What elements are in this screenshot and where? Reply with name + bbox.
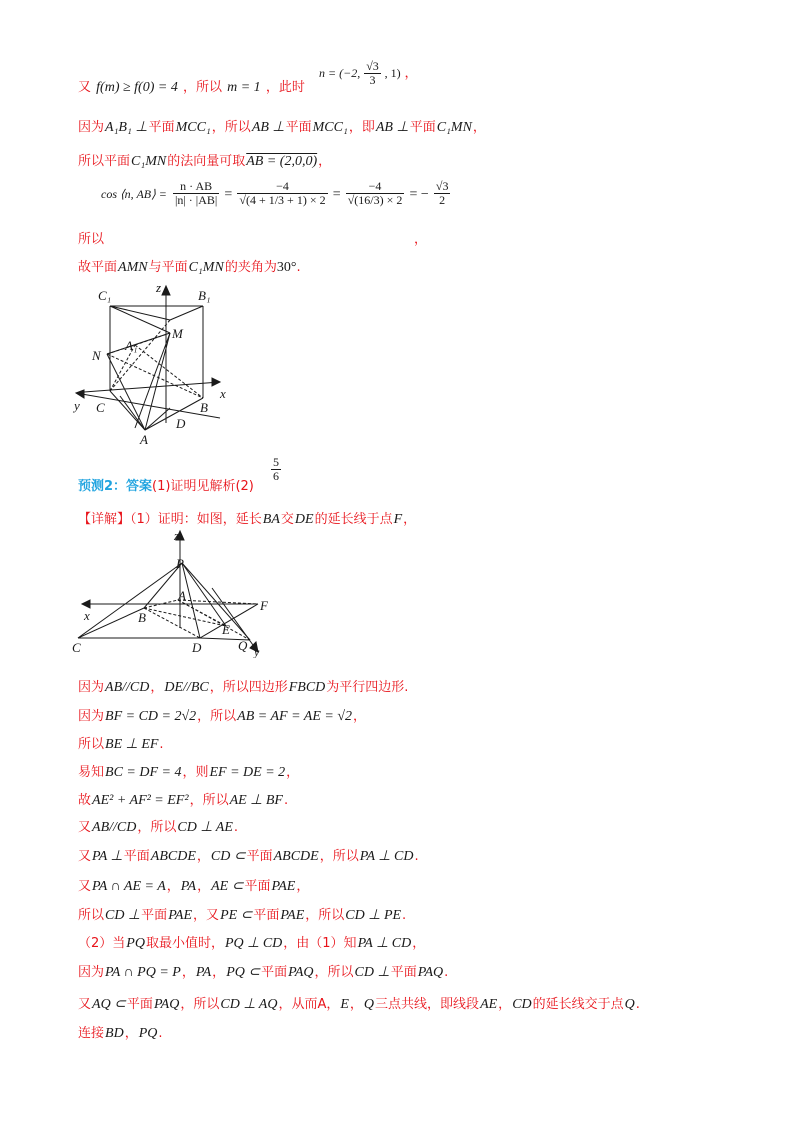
edge-na: [107, 354, 145, 430]
proof-line: [78, 875, 309, 895]
edge-c1m: [110, 306, 170, 333]
edge-c1m2: [110, 306, 170, 320]
label-n: N: [92, 348, 101, 363]
math: PA ∩ PQ = P: [105, 965, 181, 980]
proof-line: [78, 733, 164, 753]
text: ，此时: [265, 80, 305, 95]
math: PA ∩ AE = A: [92, 879, 166, 894]
label-x: x: [84, 608, 90, 623]
label-a1: A₁: [125, 338, 138, 353]
math: PAE: [168, 908, 193, 923]
edge-pc: [78, 563, 182, 638]
hidden-bd: [144, 608, 200, 638]
fraction: $\frac{√3}{3}$: [366, 59, 379, 87]
text: ，: [181, 965, 195, 980]
math: , 1): [384, 66, 401, 80]
math: AE ⊥ BF: [229, 793, 283, 808]
math: PA ⊥ CD: [357, 936, 412, 951]
text: ，: [150, 680, 164, 695]
math: AE² + AF² = EF²: [92, 793, 189, 808]
math: PQ ⊂: [226, 965, 261, 980]
text: ，从而A，: [278, 997, 340, 1012]
fraction: $\frac{√3}{2}$: [435, 179, 449, 207]
label-p: P: [176, 556, 184, 571]
label-b: B: [200, 400, 208, 415]
text: ，: [197, 879, 211, 894]
text: 又: [78, 997, 92, 1012]
prism-figure: [70, 278, 240, 448]
text: .: [635, 997, 640, 1012]
text: （2）当: [78, 936, 126, 951]
text: 因为: [78, 680, 105, 695]
math: PQ: [138, 1026, 158, 1041]
text: 所以: [78, 737, 105, 752]
label-d: D: [176, 416, 186, 431]
fraction: $\frac{n \cdot AB}{|n| \cdot |AB|}$: [175, 179, 218, 207]
pyramid-figure: [72, 528, 282, 658]
text: 故: [78, 793, 92, 808]
text: ，所以: [314, 965, 354, 980]
line-5-comma: ，: [414, 232, 428, 247]
text: 平面: [126, 997, 153, 1012]
proof-line: [78, 845, 419, 865]
line-3: 所以平面C₁MN的法向量可取AB = (2,0,0)，: [78, 154, 332, 169]
proof-line: [78, 1022, 163, 1042]
label-c: C: [96, 400, 105, 415]
text: ，所以: [180, 997, 220, 1012]
proof-line: [78, 816, 238, 836]
math: ABCDE: [273, 849, 319, 864]
math: PQ ⊥ CD: [224, 936, 283, 951]
proof-line: [78, 705, 366, 725]
math: n = (−2,: [319, 66, 364, 80]
label-c: C: [72, 640, 81, 655]
label-m: M: [172, 326, 183, 341]
label-x: x: [220, 386, 226, 401]
text: ，: [212, 965, 226, 980]
proof-line: [78, 993, 640, 1013]
text: ，: [498, 997, 512, 1012]
math: BC = DF = 4: [105, 765, 182, 780]
label-a: A: [140, 432, 148, 447]
text: 又: [78, 80, 92, 95]
detail-line: 【详解】（1）证明：如图，延长BA交DE的延长线于点F，: [78, 512, 417, 527]
text: 平面: [246, 849, 273, 864]
text: ，: [353, 709, 367, 724]
proof-line: [78, 676, 408, 696]
math: BD: [105, 1026, 124, 1041]
text: 取最小值时，: [145, 936, 224, 951]
label-f: F: [260, 598, 268, 613]
text: 为平行四边形.: [326, 680, 409, 695]
label-b1: B₁: [198, 288, 211, 303]
math: CD ⊥ AQ: [220, 997, 278, 1012]
y-axis: [212, 588, 258, 652]
math: CD: [512, 997, 532, 1012]
text: .: [283, 793, 289, 808]
line-2: 因为A₁B₁ ⊥平面MCC₁，所以AB ⊥平面MCC₁，即AB ⊥平面C₁MN，: [78, 120, 486, 135]
cos-formula: cos ⟨n, AB⟩ = $\frac{n \cdot AB}{|n| \cdot |AB|}$ = $\frac{-4}{√(4 + 1/3 + 1) \times 2}$ = $\frac{-4}{√(16/3) \times 2}$ = − $\frac{√3}{2}$: [101, 179, 449, 207]
hidden-be: [144, 608, 226, 626]
edge-pe: [182, 563, 226, 626]
math: AQ ⊂: [92, 997, 126, 1012]
math: AE: [480, 997, 498, 1012]
text: 平面: [244, 879, 271, 894]
math: PE ⊂: [220, 908, 253, 923]
math: PA: [180, 879, 197, 894]
text: 又: [78, 849, 92, 864]
label-c1: C₁: [98, 288, 112, 303]
text: ，又: [193, 908, 220, 923]
label-z: z: [174, 528, 180, 543]
z-arrow: [162, 286, 170, 295]
math: BF = CD = 2√2: [105, 709, 197, 724]
text: ，所以: [137, 820, 177, 835]
text: ，: [196, 849, 210, 864]
math: AB//CD: [92, 820, 137, 835]
math: CD ⊥: [354, 965, 390, 980]
math: PAQ: [153, 997, 180, 1012]
math: PAE: [280, 908, 305, 923]
line-6: 故平面AMN与平面C₁MN的夹角为30°.: [78, 260, 301, 275]
text: ，: [286, 765, 300, 780]
fraction: $\frac{-4}{√(4 + 1/3 + 1) \times 2}$: [239, 179, 326, 207]
math: Q: [624, 997, 635, 1012]
math: AB = AF = AE = √2: [237, 709, 353, 724]
math: PAQ: [417, 965, 444, 980]
text: ，由（1）知: [283, 936, 357, 951]
line-5: 所以: [78, 232, 105, 247]
text: 平面: [141, 908, 168, 923]
text: 的延长线交于点: [532, 997, 624, 1012]
text: 又: [78, 820, 92, 835]
proof-line: [78, 961, 448, 981]
math: m = 1: [227, 80, 261, 95]
text: 因为: [78, 965, 105, 980]
math: EF = DE = 2: [209, 765, 286, 780]
label-q: Q: [238, 638, 248, 653]
math: CD ⊂: [210, 849, 246, 864]
label-y: y: [74, 398, 80, 413]
math: FBCD: [288, 680, 326, 695]
math: AB//CD: [105, 680, 150, 695]
math: AE ⊂: [211, 879, 244, 894]
proof-line: [78, 789, 288, 809]
proof-line: [78, 932, 425, 952]
math: PAE: [271, 879, 296, 894]
text: ，: [349, 997, 363, 1012]
text: ，所以四边形: [209, 680, 288, 695]
text: 因为: [78, 709, 105, 724]
prediction-title: 预测2：答案: [78, 479, 153, 494]
text: ，所以: [319, 849, 359, 864]
math: CD ⊥ AE: [177, 820, 233, 835]
detail-tag: 【详解】: [78, 512, 131, 527]
math: DE//BC: [164, 680, 209, 695]
answer-fraction: $\frac{5}{6}$: [273, 455, 279, 483]
text: ，: [296, 879, 310, 894]
prediction-heading: [78, 475, 254, 494]
text: 所以: [78, 908, 105, 923]
text: 平面: [261, 965, 288, 980]
label-y: y: [254, 645, 260, 658]
text: ，: [166, 879, 180, 894]
math: CD ⊥: [105, 908, 141, 923]
normal-vector: n = (−2, $\frac{√3}{3}$ , 1) ，: [319, 59, 418, 87]
text: .: [444, 965, 449, 980]
math: PQ: [126, 936, 145, 951]
math: PA ⊥ CD: [359, 849, 414, 864]
label-a: A: [178, 588, 186, 603]
text: 易知: [78, 765, 105, 780]
label-b: B: [138, 610, 146, 625]
text: .: [233, 820, 239, 835]
math: CD ⊥ PE: [345, 908, 402, 923]
text: .: [158, 1026, 163, 1041]
text: 又: [78, 879, 92, 894]
math: BE ⊥ EF: [105, 737, 159, 752]
text: ，所以: [305, 908, 345, 923]
math: PA: [195, 965, 212, 980]
text: .: [402, 908, 407, 923]
label-z: z: [156, 280, 162, 295]
text: ，所以: [197, 709, 237, 724]
x-axis: [84, 382, 220, 392]
text: 平面: [253, 908, 280, 923]
label-e: E: [222, 622, 230, 637]
text: 平面: [123, 849, 150, 864]
proof-line: [78, 904, 406, 924]
math: PA ⊥: [92, 849, 123, 864]
text: 三点共线，即线段: [375, 997, 480, 1012]
text: ，所以: [182, 80, 222, 95]
edge-ca: [110, 391, 145, 430]
line-1: [78, 76, 305, 96]
answer-text: (1)证明见解析(2): [152, 479, 254, 494]
text: ，则: [182, 765, 209, 780]
label-d: D: [192, 640, 202, 655]
text: ，所以: [189, 793, 229, 808]
math: Q: [363, 997, 375, 1012]
math: ABCDE: [150, 849, 196, 864]
text: .: [159, 737, 164, 752]
text: ，: [124, 1026, 138, 1041]
text: ，: [412, 936, 426, 951]
math: PAQ: [288, 965, 314, 980]
proof-line: [78, 761, 299, 781]
text: 平面: [390, 965, 417, 980]
text: 连接: [78, 1026, 105, 1041]
math: E: [340, 997, 349, 1012]
text: .: [414, 849, 419, 864]
fraction: $\frac{-4}{√(16/3) \times 2}$: [347, 179, 403, 207]
math: f(m) ≥ f(0) = 4: [96, 80, 178, 95]
